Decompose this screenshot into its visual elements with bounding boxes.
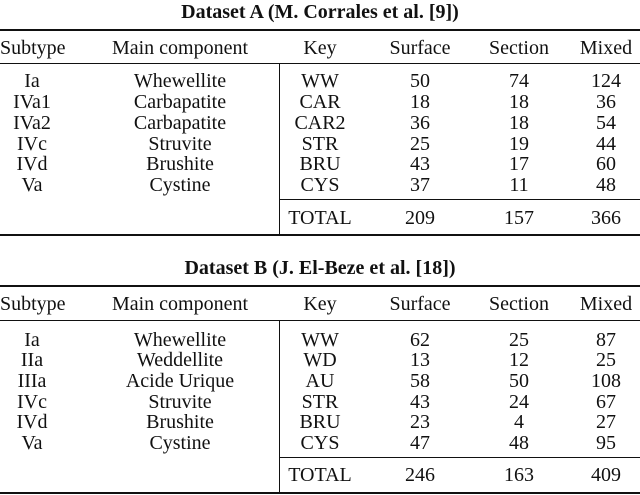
cell-surface: 36: [410, 112, 430, 134]
total-section: 157: [504, 207, 534, 229]
cell-key: BRU: [299, 153, 341, 175]
cell-mixed: 44: [596, 133, 616, 155]
cell-subtype: IVc: [17, 391, 47, 413]
cell-key: AU: [305, 370, 335, 392]
total-label: TOTAL: [288, 207, 352, 229]
cell-key: WW: [301, 329, 339, 351]
cell-mixed: 36: [596, 91, 616, 113]
header-subtype: Subtype: [0, 293, 66, 315]
cell-main-component: Carbapatite: [133, 91, 227, 113]
cell-surface: 18: [410, 91, 430, 113]
cell-subtype: Ia: [24, 329, 40, 351]
cell-main-component: Struvite: [148, 133, 212, 155]
total-label: TOTAL: [288, 464, 352, 486]
cell-key: CAR2: [294, 112, 346, 134]
table-a-total-rule: [279, 199, 640, 200]
cell-mixed: 60: [596, 153, 616, 175]
cell-subtype: IVd: [16, 411, 48, 433]
total-surface: 246: [405, 464, 435, 486]
cell-key: CAR: [299, 91, 341, 113]
cell-section: 18: [509, 91, 529, 113]
cell-main-component: Acide Urique: [125, 370, 235, 392]
table-a-caption: Dataset A (M. Corrales et al. [9]): [181, 1, 459, 23]
cell-surface: 13: [410, 349, 430, 371]
cell-mixed: 25: [596, 349, 616, 371]
cell-mixed: 124: [591, 70, 621, 92]
cell-mixed: 67: [596, 391, 616, 413]
cell-surface: 50: [410, 70, 430, 92]
cell-subtype: IIIa: [17, 370, 47, 392]
table-b-total-rule: [279, 457, 640, 458]
total-section: 163: [504, 464, 534, 486]
cell-main-component: Whewellite: [133, 329, 227, 351]
total-surface: 209: [405, 207, 435, 229]
total-mixed: 409: [591, 464, 621, 486]
table-b-header-rule: [0, 320, 640, 321]
cell-main-component: Cystine: [149, 432, 211, 454]
cell-surface: 23: [410, 411, 430, 433]
cell-mixed: 27: [596, 411, 616, 433]
cell-section: 18: [509, 112, 529, 134]
cell-subtype: Ia: [24, 70, 40, 92]
cell-main-component: Struvite: [148, 391, 212, 413]
cell-surface: 43: [410, 391, 430, 413]
cell-section: 19: [509, 133, 529, 155]
cell-subtype: Va: [21, 432, 43, 454]
table-b-caption: Dataset B (J. El-Beze et al. [18]): [184, 257, 456, 279]
cell-mixed: 54: [596, 112, 616, 134]
cell-main-component: Cystine: [149, 174, 211, 196]
cell-section: 24: [509, 391, 529, 413]
cell-surface: 37: [410, 174, 430, 196]
header-section: Section: [489, 37, 549, 59]
cell-key: WD: [303, 349, 337, 371]
cell-key: WW: [301, 70, 339, 92]
cell-subtype: IVd: [16, 153, 48, 175]
cell-subtype: Va: [21, 174, 43, 196]
table-a-bottom-rule: [0, 234, 640, 236]
cell-mixed: 48: [596, 174, 616, 196]
cell-section: 17: [509, 153, 529, 175]
cell-surface: 25: [410, 133, 430, 155]
cell-main-component: Whewellite: [133, 70, 227, 92]
cell-section: 74: [509, 70, 529, 92]
header-main-component: Main component: [111, 37, 249, 59]
cell-main-component: Brushite: [146, 153, 214, 175]
cell-surface: 58: [410, 370, 430, 392]
cell-mixed: 95: [596, 432, 616, 454]
header-surface: Surface: [389, 293, 451, 315]
table-a-header-rule: [0, 63, 640, 64]
cell-key: CYS: [300, 432, 340, 454]
cell-section: 25: [509, 329, 529, 351]
cell-section: 48: [509, 432, 529, 454]
cell-subtype: IVa2: [13, 112, 51, 134]
cell-surface: 62: [410, 329, 430, 351]
header-key: Key: [303, 293, 337, 315]
cell-key: STR: [301, 391, 339, 413]
cell-key: BRU: [299, 411, 341, 433]
cell-mixed: 108: [591, 370, 621, 392]
cell-key: CYS: [300, 174, 340, 196]
header-section: Section: [489, 293, 549, 315]
cell-subtype: IVc: [17, 133, 47, 155]
cell-main-component: Weddellite: [136, 349, 224, 371]
table-b-top-rule: [0, 285, 640, 287]
cell-main-component: Brushite: [146, 411, 214, 433]
table-b-bottom-rule: [0, 492, 640, 494]
cell-surface: 47: [410, 432, 430, 454]
table-a-top-rule: [0, 29, 640, 31]
cell-subtype: IIa: [20, 349, 44, 371]
total-mixed: 366: [591, 207, 621, 229]
cell-section: 12: [509, 349, 529, 371]
header-surface: Surface: [389, 37, 451, 59]
cell-section: 50: [509, 370, 529, 392]
cell-mixed: 87: [596, 329, 616, 351]
cell-section: 11: [509, 174, 529, 196]
cell-section: 4: [514, 411, 524, 433]
header-main-component: Main component: [111, 293, 249, 315]
header-key: Key: [303, 37, 337, 59]
cell-subtype: IVa1: [13, 91, 51, 113]
header-subtype: Subtype: [0, 37, 66, 59]
cell-key: STR: [301, 133, 339, 155]
header-mixed: Mixed: [579, 37, 633, 59]
cell-surface: 43: [410, 153, 430, 175]
cell-main-component: Carbapatite: [133, 112, 227, 134]
header-mixed: Mixed: [579, 293, 633, 315]
